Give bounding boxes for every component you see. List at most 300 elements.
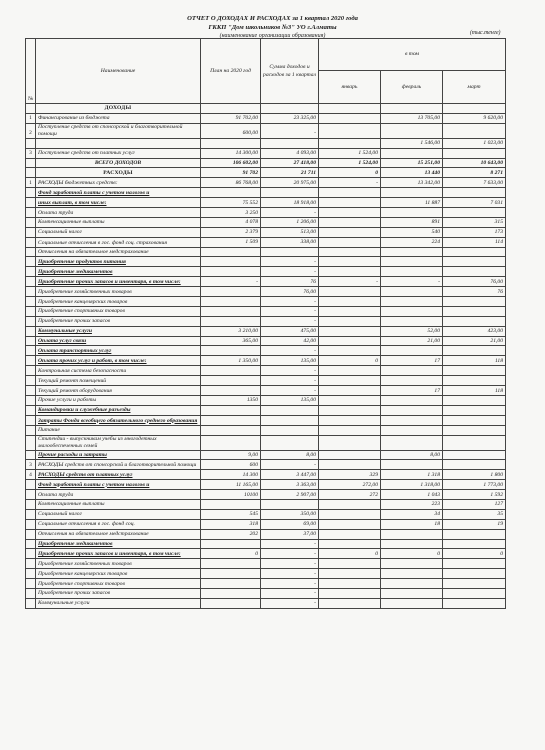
row-number bbox=[26, 336, 36, 346]
cell-plan bbox=[201, 376, 261, 386]
row-label: Приобретение хозяйственных товаров bbox=[36, 287, 201, 297]
cell-plan bbox=[201, 499, 261, 509]
row-label: Оплата прочих услуг и работ, в том числе: bbox=[36, 356, 201, 366]
cell-sum: 475,00 bbox=[261, 326, 319, 336]
cell-mar: 9 620,00 bbox=[443, 113, 506, 123]
row-number bbox=[26, 306, 36, 316]
cell-mar: 0 bbox=[443, 549, 506, 559]
cell-sum: 4 093,00 bbox=[261, 148, 319, 158]
cell-sum: 76,00 bbox=[261, 287, 319, 297]
cell-mar bbox=[443, 435, 506, 450]
cell-mar: 1 800 bbox=[443, 470, 506, 480]
table-row bbox=[26, 198, 506, 208]
organization-name: ГККП "Дом школьников №3" УО г.Алматы bbox=[208, 24, 337, 31]
table-row bbox=[26, 490, 506, 500]
row-number bbox=[26, 415, 36, 425]
cell-feb bbox=[381, 267, 443, 277]
cell-jan bbox=[319, 519, 381, 529]
row-number bbox=[26, 539, 36, 549]
cell-feb: 17 bbox=[381, 356, 443, 366]
cell-feb bbox=[381, 460, 443, 470]
cell-sum bbox=[261, 247, 319, 257]
cell-mar bbox=[443, 208, 506, 218]
row-label: Фонд заработной платы с учетом налогов и bbox=[36, 188, 201, 198]
cell-feb: 52,00 bbox=[381, 326, 443, 336]
cell-sum: 8,00 bbox=[261, 450, 319, 460]
cell-feb bbox=[381, 598, 443, 608]
income-section-title: ДОХОДЫ bbox=[36, 104, 201, 114]
cell-jan bbox=[319, 297, 381, 307]
col-num: № bbox=[26, 39, 36, 104]
row-number bbox=[26, 297, 36, 307]
row-label: Финансирование из бюджета bbox=[36, 113, 201, 123]
cell-jan: 0 bbox=[319, 549, 381, 559]
cell-mar: 8 271 bbox=[443, 168, 506, 178]
row-number bbox=[26, 237, 36, 247]
cell-feb: 11 887 bbox=[381, 198, 443, 208]
cell-feb bbox=[381, 188, 443, 198]
cell-jan bbox=[319, 247, 381, 257]
cell-jan bbox=[319, 425, 381, 435]
cell-mar bbox=[443, 267, 506, 277]
cell-jan bbox=[319, 287, 381, 297]
row-number bbox=[26, 579, 36, 589]
cell-plan: 2 379 bbox=[201, 227, 261, 237]
cell-sum: - bbox=[261, 346, 319, 356]
table-row bbox=[26, 579, 506, 589]
cell-plan: 600,00 bbox=[201, 123, 261, 138]
cell-feb bbox=[381, 529, 443, 539]
cell-mar bbox=[443, 257, 506, 267]
row-number bbox=[26, 326, 36, 336]
table-row bbox=[26, 336, 506, 346]
table-row bbox=[26, 549, 506, 559]
row-number bbox=[26, 217, 36, 227]
table-row bbox=[26, 395, 506, 405]
table-row bbox=[26, 237, 506, 247]
table-row bbox=[26, 386, 506, 396]
cell-plan: 1350 bbox=[201, 395, 261, 405]
row-label: Коммунальные услуги bbox=[36, 326, 201, 336]
cell-jan bbox=[319, 198, 381, 208]
table-row bbox=[26, 376, 506, 386]
cell-feb: 8,00 bbox=[381, 450, 443, 460]
cell-jan bbox=[319, 188, 381, 198]
row-number bbox=[26, 376, 36, 386]
cell-sum: - bbox=[261, 549, 319, 559]
table-row bbox=[26, 366, 506, 376]
row-label: Социальные отчисления в гос. фонд соц. bbox=[36, 519, 201, 529]
row-number bbox=[26, 247, 36, 257]
cell-mar: 19 bbox=[443, 519, 506, 529]
cell-sum: 37,00 bbox=[261, 529, 319, 539]
cell-jan bbox=[319, 227, 381, 237]
row-number bbox=[26, 257, 36, 267]
cell-mar bbox=[443, 123, 506, 138]
cell-jan bbox=[319, 237, 381, 247]
row-number bbox=[26, 569, 36, 579]
row-label: Приобретение прочих запасов bbox=[36, 588, 201, 598]
cell-mar bbox=[443, 405, 506, 415]
cell-feb: 21,00 bbox=[381, 336, 443, 346]
cell-jan bbox=[319, 415, 381, 425]
cell-jan bbox=[319, 208, 381, 218]
cell-sum: 135,00 bbox=[261, 395, 319, 405]
cell-sum: - bbox=[261, 297, 319, 307]
row-label: Прочие услуги и работы bbox=[36, 395, 201, 405]
cell-mar bbox=[443, 148, 506, 158]
cell-jan: 1 524,00 bbox=[319, 148, 381, 158]
row-number bbox=[26, 346, 36, 356]
cell-mar bbox=[443, 188, 506, 198]
cell-sum: 20 975,00 bbox=[261, 178, 319, 188]
row-number: 1 bbox=[26, 113, 36, 123]
cell-jan: - bbox=[319, 178, 381, 188]
table-row bbox=[26, 435, 506, 450]
cell-plan: 14 300,00 bbox=[201, 148, 261, 158]
expenses-section-row bbox=[26, 168, 506, 178]
cell-jan bbox=[319, 588, 381, 598]
cell-plan bbox=[201, 366, 261, 376]
cell-feb bbox=[381, 316, 443, 326]
cell-feb: 223 bbox=[381, 499, 443, 509]
cell-mar: 315 bbox=[443, 217, 506, 227]
cell-sum: 350,00 bbox=[261, 509, 319, 519]
cell-jan bbox=[319, 123, 381, 138]
col-sum: Сумма доходов и расходов за 1 квартал bbox=[261, 39, 319, 104]
cell-sum: 338,00 bbox=[261, 237, 319, 247]
col-name: Наименование bbox=[36, 39, 201, 104]
row-label: Прочие расходы и затраты bbox=[36, 450, 201, 460]
row-number bbox=[26, 509, 36, 519]
cell-feb bbox=[381, 247, 443, 257]
cell-plan: 3 250 bbox=[201, 208, 261, 218]
cell-feb bbox=[381, 297, 443, 307]
cell-mar bbox=[443, 569, 506, 579]
row-label: Приобретение хозяйственных товаров bbox=[36, 559, 201, 569]
cell-jan bbox=[319, 499, 381, 509]
row-label: Поступление средств от платных услуг bbox=[36, 148, 201, 158]
table-row bbox=[26, 425, 506, 435]
table-row bbox=[26, 227, 506, 237]
cell-feb: 224 bbox=[381, 237, 443, 247]
cell-plan: 91 702 bbox=[201, 168, 261, 178]
cell-sum: 3 447,00 bbox=[261, 470, 319, 480]
row-number bbox=[26, 277, 36, 287]
cell-plan: 1 509 bbox=[201, 237, 261, 247]
cell-sum: - bbox=[261, 257, 319, 267]
cell-sum: - bbox=[261, 366, 319, 376]
cell-sum bbox=[261, 405, 319, 415]
cell-mar bbox=[443, 598, 506, 608]
table-row bbox=[26, 277, 506, 287]
cell-jan bbox=[319, 579, 381, 589]
cell-sum: 513,00 bbox=[261, 227, 319, 237]
cell-sum: - bbox=[261, 376, 319, 386]
cell-plan: 365,00 bbox=[201, 336, 261, 346]
cell-mar bbox=[443, 559, 506, 569]
cell-jan bbox=[319, 138, 381, 148]
row-number bbox=[26, 450, 36, 460]
row-label: ВСЕГО ДОХОДОВ bbox=[36, 158, 201, 168]
cell-plan: 106 602,00 bbox=[201, 158, 261, 168]
row-label: Приобретение продуктов питания bbox=[36, 257, 201, 267]
row-number bbox=[26, 435, 36, 450]
cell-plan bbox=[201, 306, 261, 316]
cell-plan bbox=[201, 297, 261, 307]
cell-sum: - bbox=[261, 316, 319, 326]
row-label: Стипендии - выпускникам учебы из многодетных малообеспеченных семей bbox=[36, 435, 201, 450]
cell-plan: 600 bbox=[201, 460, 261, 470]
cell-jan bbox=[319, 386, 381, 396]
table-row bbox=[26, 148, 506, 158]
cell-feb bbox=[381, 208, 443, 218]
cell-feb bbox=[381, 148, 443, 158]
row-number bbox=[26, 366, 36, 376]
row-number bbox=[26, 405, 36, 415]
cell-sum: 18 918,00 bbox=[261, 198, 319, 208]
row-label: Приобретение медикаментов bbox=[36, 267, 201, 277]
table-row bbox=[26, 450, 506, 460]
cell-feb: 13 705,00 bbox=[381, 113, 443, 123]
cell-mar bbox=[443, 247, 506, 257]
cell-sum: - bbox=[261, 460, 319, 470]
row-label: Оплата услуг связи bbox=[36, 336, 201, 346]
cell-feb bbox=[381, 123, 443, 138]
table-row bbox=[26, 257, 506, 267]
cell-mar bbox=[443, 297, 506, 307]
cell-plan bbox=[201, 415, 261, 425]
cell-jan bbox=[319, 598, 381, 608]
report-table bbox=[25, 38, 506, 609]
cell-plan bbox=[201, 569, 261, 579]
expenses-section-title: РАСХОДЫ bbox=[36, 168, 201, 178]
table-row bbox=[26, 460, 506, 470]
cell-jan bbox=[319, 435, 381, 450]
cell-mar bbox=[443, 306, 506, 316]
cell-feb bbox=[381, 395, 443, 405]
table-row bbox=[26, 356, 506, 366]
row-number bbox=[26, 158, 36, 168]
cell-feb: 0 bbox=[381, 549, 443, 559]
cell-mar: 76,00 bbox=[443, 277, 506, 287]
cell-jan: 272 bbox=[319, 490, 381, 500]
cell-jan bbox=[319, 113, 381, 123]
cell-jan bbox=[319, 267, 381, 277]
row-number bbox=[26, 598, 36, 608]
cell-mar bbox=[443, 539, 506, 549]
cell-feb: 13 342,00 bbox=[381, 178, 443, 188]
col-jan: январь bbox=[319, 70, 381, 103]
cell-plan bbox=[201, 188, 261, 198]
cell-sum: - bbox=[261, 539, 319, 549]
row-label: иных выплат, в том числе: bbox=[36, 198, 201, 208]
cell-sum bbox=[261, 435, 319, 450]
row-number bbox=[26, 386, 36, 396]
cell-feb bbox=[381, 425, 443, 435]
cell-mar bbox=[443, 376, 506, 386]
table-row bbox=[26, 247, 506, 257]
table-row bbox=[26, 499, 506, 509]
cell-feb bbox=[381, 435, 443, 450]
row-label: Коммунальные услуги bbox=[36, 598, 201, 608]
cell-feb bbox=[381, 287, 443, 297]
cell-plan bbox=[201, 247, 261, 257]
cell-jan: 0 bbox=[319, 168, 381, 178]
table-row bbox=[26, 509, 506, 519]
cell-mar: 423,00 bbox=[443, 326, 506, 336]
cell-feb: 1 318,00 bbox=[381, 480, 443, 490]
cell-mar bbox=[443, 395, 506, 405]
cell-plan: 4 078 bbox=[201, 217, 261, 227]
table-row bbox=[26, 470, 506, 480]
row-label: Приобретение канцелярских товаров bbox=[36, 297, 201, 307]
row-label: Социальный налог bbox=[36, 227, 201, 237]
cell-sum: - bbox=[261, 208, 319, 218]
table-row bbox=[26, 208, 506, 218]
row-number bbox=[26, 287, 36, 297]
cell-sum bbox=[261, 138, 319, 148]
cell-mar: 118 bbox=[443, 386, 506, 396]
cell-feb bbox=[381, 539, 443, 549]
cell-sum: 3 363,00 bbox=[261, 480, 319, 490]
row-number: 2 bbox=[26, 123, 36, 138]
cell-jan bbox=[319, 450, 381, 460]
cell-jan bbox=[319, 395, 381, 405]
cell-jan bbox=[319, 306, 381, 316]
table-row bbox=[26, 306, 506, 316]
cell-sum: - bbox=[261, 123, 319, 138]
table-row bbox=[26, 539, 506, 549]
cell-feb: 1 546,00 bbox=[381, 138, 443, 148]
cell-jan bbox=[319, 569, 381, 579]
table-row bbox=[26, 480, 506, 490]
cell-feb bbox=[381, 376, 443, 386]
cell-sum: 1 206,00 bbox=[261, 217, 319, 227]
cell-mar: 10 643,00 bbox=[443, 158, 506, 168]
table-row bbox=[26, 326, 506, 336]
cell-mar bbox=[443, 450, 506, 460]
row-number bbox=[26, 425, 36, 435]
cell-sum bbox=[261, 499, 319, 509]
row-label: Текущий ремонт оборудования bbox=[36, 386, 201, 396]
cell-jan bbox=[319, 366, 381, 376]
row-number bbox=[26, 519, 36, 529]
row-label: Затраты Фонда всеобщего обязательного среднего образования bbox=[36, 415, 201, 425]
row-number bbox=[26, 208, 36, 218]
row-label: Приобретение спортивных товаров bbox=[36, 306, 201, 316]
cell-mar: 76 bbox=[443, 287, 506, 297]
cell-mar bbox=[443, 588, 506, 598]
table-row bbox=[26, 588, 506, 598]
cell-plan: 0 bbox=[201, 549, 261, 559]
cell-jan: 1 524,00 bbox=[319, 158, 381, 168]
cell-feb: 13 440 bbox=[381, 168, 443, 178]
report-title: ОТЧЕТ О ДОХОДАХ И РАСХОДАХ за 1 квартал 2020 года bbox=[187, 15, 358, 22]
row-label: Компенсационные выплаты bbox=[36, 217, 201, 227]
cell-feb bbox=[381, 588, 443, 598]
row-label: РАСХОДЫ средств от спонсорской и благотворительной помощи bbox=[36, 460, 201, 470]
cell-sum: 76 bbox=[261, 277, 319, 287]
row-label: Командировки и служебные разъезды bbox=[36, 405, 201, 415]
row-number bbox=[26, 499, 36, 509]
row-label: Компенсационные выплаты bbox=[36, 499, 201, 509]
cell-plan: 202 bbox=[201, 529, 261, 539]
cell-feb bbox=[381, 415, 443, 425]
row-label: Приобретение медикаментов bbox=[36, 539, 201, 549]
cell-mar bbox=[443, 415, 506, 425]
cell-sum: - bbox=[261, 569, 319, 579]
cell-plan bbox=[201, 386, 261, 396]
cell-plan bbox=[201, 435, 261, 450]
cell-plan bbox=[201, 559, 261, 569]
row-number bbox=[26, 316, 36, 326]
cell-mar bbox=[443, 460, 506, 470]
cell-jan: - bbox=[319, 277, 381, 287]
table-row bbox=[26, 178, 506, 188]
row-label: Социальный налог bbox=[36, 509, 201, 519]
cell-sum: - bbox=[261, 267, 319, 277]
cell-feb: - bbox=[381, 277, 443, 287]
cell-feb bbox=[381, 346, 443, 356]
cell-plan: 318 bbox=[201, 519, 261, 529]
table-row bbox=[26, 415, 506, 425]
cell-plan: 11 165,00 bbox=[201, 480, 261, 490]
cell-plan bbox=[201, 598, 261, 608]
cell-sum: 69,00 bbox=[261, 519, 319, 529]
cell-feb bbox=[381, 257, 443, 267]
cell-mar: 127 bbox=[443, 499, 506, 509]
row-label: Оплата транспортных услуг bbox=[36, 346, 201, 356]
cell-sum: 135,00 bbox=[261, 356, 319, 366]
cell-plan: 75 552 bbox=[201, 198, 261, 208]
cell-sum: - bbox=[261, 559, 319, 569]
cell-plan bbox=[201, 316, 261, 326]
cell-feb bbox=[381, 306, 443, 316]
cell-plan: 9,00 bbox=[201, 450, 261, 460]
row-label: Приобретение прочих запасов и инвентаря, в том числе: bbox=[36, 277, 201, 287]
cell-mar bbox=[443, 529, 506, 539]
cell-sum: 23 325,00 bbox=[261, 113, 319, 123]
table-row bbox=[26, 123, 506, 138]
cell-jan bbox=[319, 257, 381, 267]
cell-sum: - bbox=[261, 306, 319, 316]
row-label: Оплата труда bbox=[36, 490, 201, 500]
row-label: Текущий ремонт помещений bbox=[36, 376, 201, 386]
row-number: 3 bbox=[26, 148, 36, 158]
row-number bbox=[26, 198, 36, 208]
cell-jan bbox=[319, 336, 381, 346]
cell-feb bbox=[381, 405, 443, 415]
row-label: Социальные отчисления в гос. фонд соц. страхования bbox=[36, 237, 201, 247]
cell-jan bbox=[319, 326, 381, 336]
cell-mar bbox=[443, 366, 506, 376]
row-number: 3 bbox=[26, 460, 36, 470]
cell-mar: 21,00 bbox=[443, 336, 506, 346]
row-label: РАСХОДЫ средств от платных услуг bbox=[36, 470, 201, 480]
table-row bbox=[26, 559, 506, 569]
cell-sum: - bbox=[261, 386, 319, 396]
report-header bbox=[0, 14, 545, 41]
row-number bbox=[26, 227, 36, 237]
row-label: Фонд заработной платы с учетом налогов и bbox=[36, 480, 201, 490]
cell-feb bbox=[381, 559, 443, 569]
cell-plan: - bbox=[201, 277, 261, 287]
row-label: Приобретение прочих запасов bbox=[36, 316, 201, 326]
cell-feb: 18 bbox=[381, 519, 443, 529]
cell-plan bbox=[201, 257, 261, 267]
cell-mar: 7 633,00 bbox=[443, 178, 506, 188]
